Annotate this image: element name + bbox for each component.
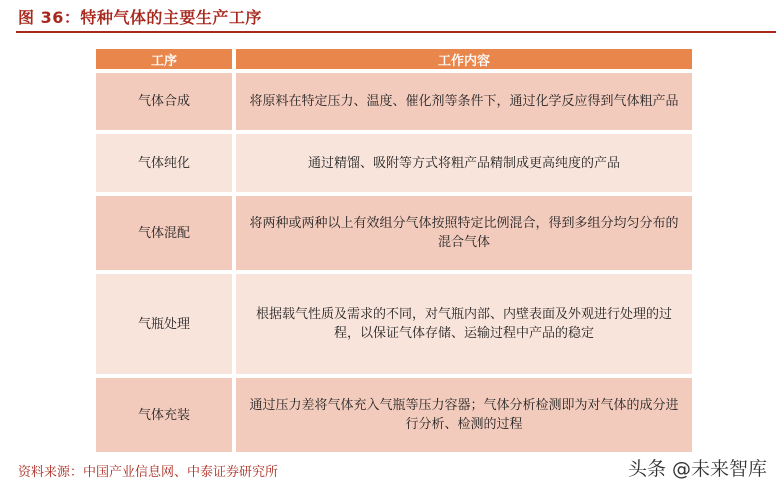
header-step: 工序 bbox=[96, 49, 232, 69]
header-content: 工作内容 bbox=[232, 49, 692, 69]
source-note: 资料来源：中国产业信息网、中泰证券研究所 bbox=[18, 465, 279, 480]
content-cell: 将两种或两种以上有效组分气体按照特定比例混合，得到多组分均匀分布的混合气体 bbox=[232, 196, 692, 270]
table-row bbox=[96, 134, 692, 192]
production-process-table bbox=[96, 45, 692, 456]
table-header-row bbox=[96, 49, 692, 69]
content-cell: 将原料在特定压力、温度、催化剂等条件下，通过化学反应得到气体粗产品 bbox=[232, 73, 692, 130]
figure-title: 图 36：特种气体的主要生产工序 bbox=[18, 8, 262, 27]
step-cell: 气体混配 bbox=[96, 196, 232, 270]
content-cell: 根据载气性质及需求的不同，对气瓶内部、内壁表面及外观进行处理的过程，以保证气体存储、运输过程中产品的稳定 bbox=[232, 274, 692, 374]
content-cell: 通过精馏、吸附等方式将粗产品精制成更高纯度的产品 bbox=[232, 134, 692, 192]
content-cell: 通过压力差将气体充入气瓶等压力容器；气体分析检测即为对气体的成分进行分析、检测的过程 bbox=[232, 378, 692, 452]
watermark: 头条 @未来智库 bbox=[627, 458, 767, 480]
table-row bbox=[96, 196, 692, 270]
table-row bbox=[96, 73, 692, 130]
step-cell: 气体纯化 bbox=[96, 134, 232, 192]
title-divider bbox=[16, 31, 776, 33]
table-row bbox=[96, 378, 692, 452]
step-cell: 气体充装 bbox=[96, 378, 232, 452]
step-cell: 气体合成 bbox=[96, 73, 232, 130]
table-row bbox=[96, 274, 692, 374]
step-cell: 气瓶处理 bbox=[96, 274, 232, 374]
